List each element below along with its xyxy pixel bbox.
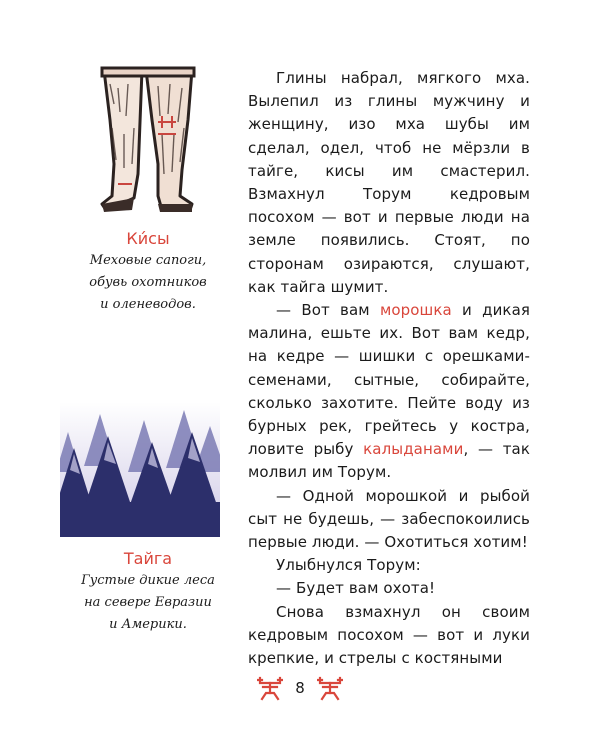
gloss-term-kisy: Ки́сы: [126, 229, 170, 248]
gloss-definition-line: обувь охотников: [89, 275, 207, 290]
story-paragraph: — Будет вам охота!: [276, 579, 436, 598]
story-text-run: — Вот вам: [276, 301, 380, 320]
gloss-kisy: [58, 228, 238, 316]
gloss-term-taiga: Тайга: [123, 549, 173, 568]
gloss-definition-line: Густые дикие леса: [81, 573, 215, 588]
story-paragraph: Улыбнулся Торум:: [276, 556, 421, 575]
mansi-ornament-icon: [317, 675, 343, 701]
gloss-definition-line: на севере Евразии: [84, 595, 212, 610]
taiga-forest-illustration: [60, 402, 220, 537]
mansi-ornament-icon: [257, 675, 283, 701]
gloss-link-kalydany: калыданами: [363, 440, 464, 459]
story-text-run: и дикая малина, ешьте их. Вот вам кедр, на кедре — шишки с орешками-семенами, сытные, собирайте, сколько захотите. Пейте воду из бурных рек, грейтесь у костра, ловите рыбу: [248, 301, 531, 459]
story-paragraph: — Одной морошкой и рыбой сыт не будешь, — забеспокоились первые люди. — Охотиться хотим!: [248, 486, 530, 552]
story-paragraph: Снова взмахнул он своим кедровым посохом — вот и луки крепкие, и стрелы с костяными: [248, 602, 530, 668]
gloss-definition-line: Меховые сапоги,: [89, 253, 207, 268]
gloss-definition-line: и Америки.: [109, 617, 187, 632]
story-paragraph: [248, 299, 530, 485]
story-text: [248, 67, 530, 670]
story-text-run: , — так молвил им Торум.: [248, 440, 530, 482]
gloss-link-moroshka: морошка: [379, 301, 452, 320]
kisy-boots-illustration: [96, 64, 200, 214]
page-number: 8: [295, 679, 305, 697]
story-paragraph: Глины набрал, мягкого мха. Вылепил из глины мужчину и женщину, изо мха шубы им сделал, одел, чтоб не мёрзли в тайге, кисы им смастерил. Взмахнул Торум кедровым посохом — вот и первые люди на земле появились. Стоят, по сторонам озираются, слушают, как тайга шумит.: [248, 69, 530, 296]
page-footer: [0, 672, 600, 704]
gloss-taiga: [58, 548, 238, 636]
gloss-definition-line: и оленеводов.: [100, 297, 196, 312]
